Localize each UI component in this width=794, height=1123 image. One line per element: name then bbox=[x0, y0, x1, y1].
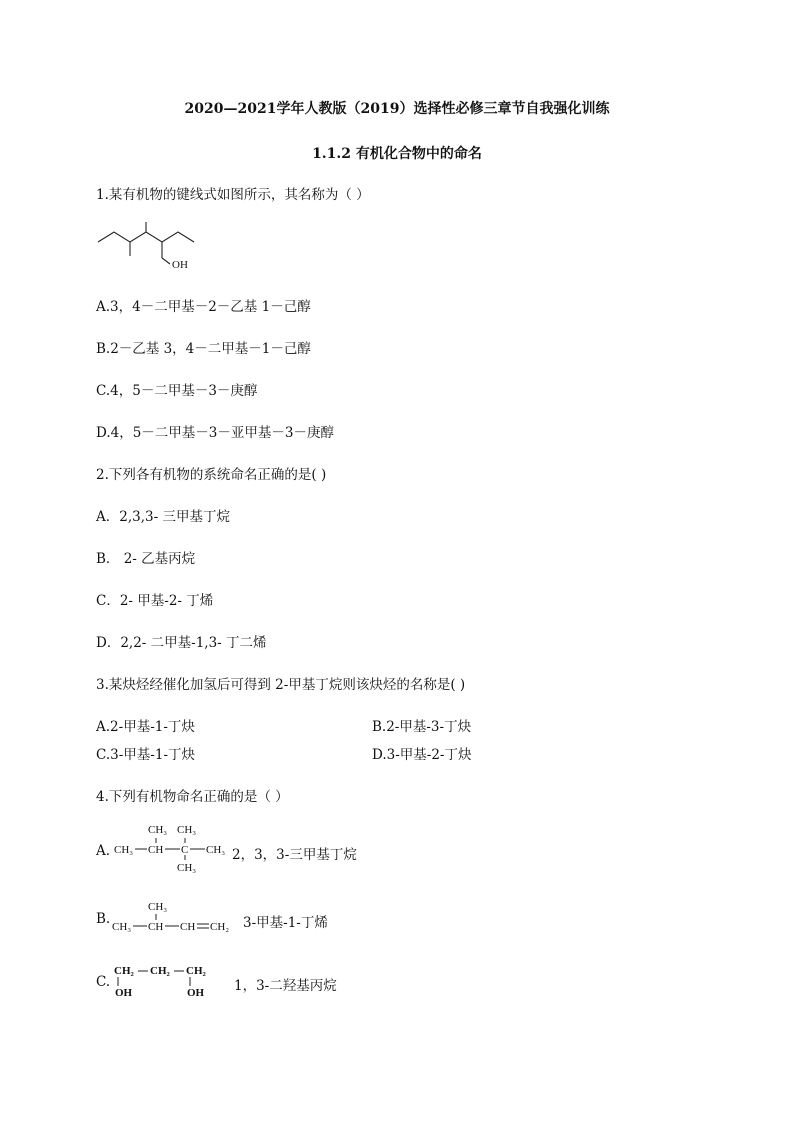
q4c-ch2-1: CH₂ bbox=[114, 965, 134, 977]
q4a-ch3-top-2: CH₃ bbox=[177, 824, 197, 836]
q4-option-b-structure bbox=[112, 900, 240, 936]
q3-option-c: C.3-甲基-1-丁炔 bbox=[96, 747, 196, 763]
q4-option-c-name: 1，3-二羟基丙烷 bbox=[234, 978, 337, 994]
q4-stem: 4.下列有机物命名正确的是（ ） bbox=[96, 789, 289, 805]
q4c-oh-1: OH bbox=[115, 987, 133, 999]
q4c-oh-2: OH bbox=[187, 987, 205, 999]
q1-stem: 1.某有机物的键线式如图所示，其名称为（ ） bbox=[96, 187, 370, 203]
q4-option-a-letter: A. bbox=[96, 843, 111, 859]
q3-stem: 3.某炔烃经催化加氢后可得到 2-甲基丁烷则该炔烃的名称是( ) bbox=[96, 677, 466, 693]
q4a-ch3-bottom: CH₃ bbox=[177, 862, 197, 874]
q4-option-b-letter: B. bbox=[96, 911, 111, 927]
q1-skeletal-structure bbox=[96, 220, 196, 272]
document-subtitle: 1.1.2 有机化合物中的命名 bbox=[312, 146, 482, 162]
q4a-c: C bbox=[181, 844, 189, 856]
q4a-ch3-right: CH₃ bbox=[206, 844, 226, 856]
q4-option-b-name: 3-甲基-1-丁烯 bbox=[243, 915, 328, 931]
q4-option-c-structure bbox=[112, 962, 224, 1000]
q1-option-b: B.2－乙基 3，4－二甲基－1－己醇 bbox=[96, 341, 311, 357]
document-title: 2020—2021学年人教版（2019）选择性必修三章节自我强化训练 bbox=[184, 101, 610, 117]
q4-option-c-letter: C. bbox=[96, 974, 111, 990]
q1-oh-label: OH bbox=[172, 259, 188, 271]
q4a-ch3-top-1: CH₃ bbox=[148, 824, 168, 836]
q1-option-a: A.3，4－二甲基－2－乙基 1－己醇 bbox=[96, 299, 311, 315]
q2-option-d: D．2,2- 二甲基-1,3- 丁二烯 bbox=[96, 635, 267, 651]
q1-option-c: C.4，5－二甲基－3－庚醇 bbox=[96, 383, 258, 399]
q4c-ch2-3: CH₂ bbox=[186, 965, 206, 977]
q4b-ch-eq: CH bbox=[180, 921, 196, 933]
q2-option-a: A．2,3,3- 三甲基丁烷 bbox=[96, 509, 230, 525]
q2-stem: 2.下列各有机物的系统命名正确的是( ) bbox=[96, 467, 327, 483]
q4a-ch3-left: CH₃ bbox=[114, 844, 134, 856]
q1-main-chain bbox=[98, 232, 194, 242]
q4c-ch2-2: CH₂ bbox=[150, 965, 170, 977]
q3-option-d: D.3-甲基-2-丁炔 bbox=[372, 747, 472, 763]
q2-option-b: B． 2- 乙基丙烷 bbox=[96, 551, 196, 567]
q3-option-b: B.2-甲基-3-丁炔 bbox=[372, 719, 472, 735]
q4-option-a-structure bbox=[114, 822, 232, 874]
q1-option-d: D.4，5－二甲基－3－亚甲基－3－庚醇 bbox=[96, 425, 334, 441]
q2-option-c: C．2- 甲基-2- 丁烯 bbox=[96, 593, 214, 609]
q4a-ch: CH bbox=[148, 844, 164, 856]
q4b-ch3-left: CH₃ bbox=[112, 921, 132, 933]
q4b-ch2: CH₂ bbox=[210, 921, 230, 933]
q4b-ch3-top: CH₃ bbox=[148, 901, 168, 913]
q4-option-a-name: 2，3，3-三甲基丁烷 bbox=[232, 847, 357, 863]
q1-ch2oh-branch bbox=[162, 242, 170, 264]
q4b-ch: CH bbox=[148, 921, 164, 933]
q3-option-a: A.2-甲基-1-丁炔 bbox=[96, 719, 195, 735]
